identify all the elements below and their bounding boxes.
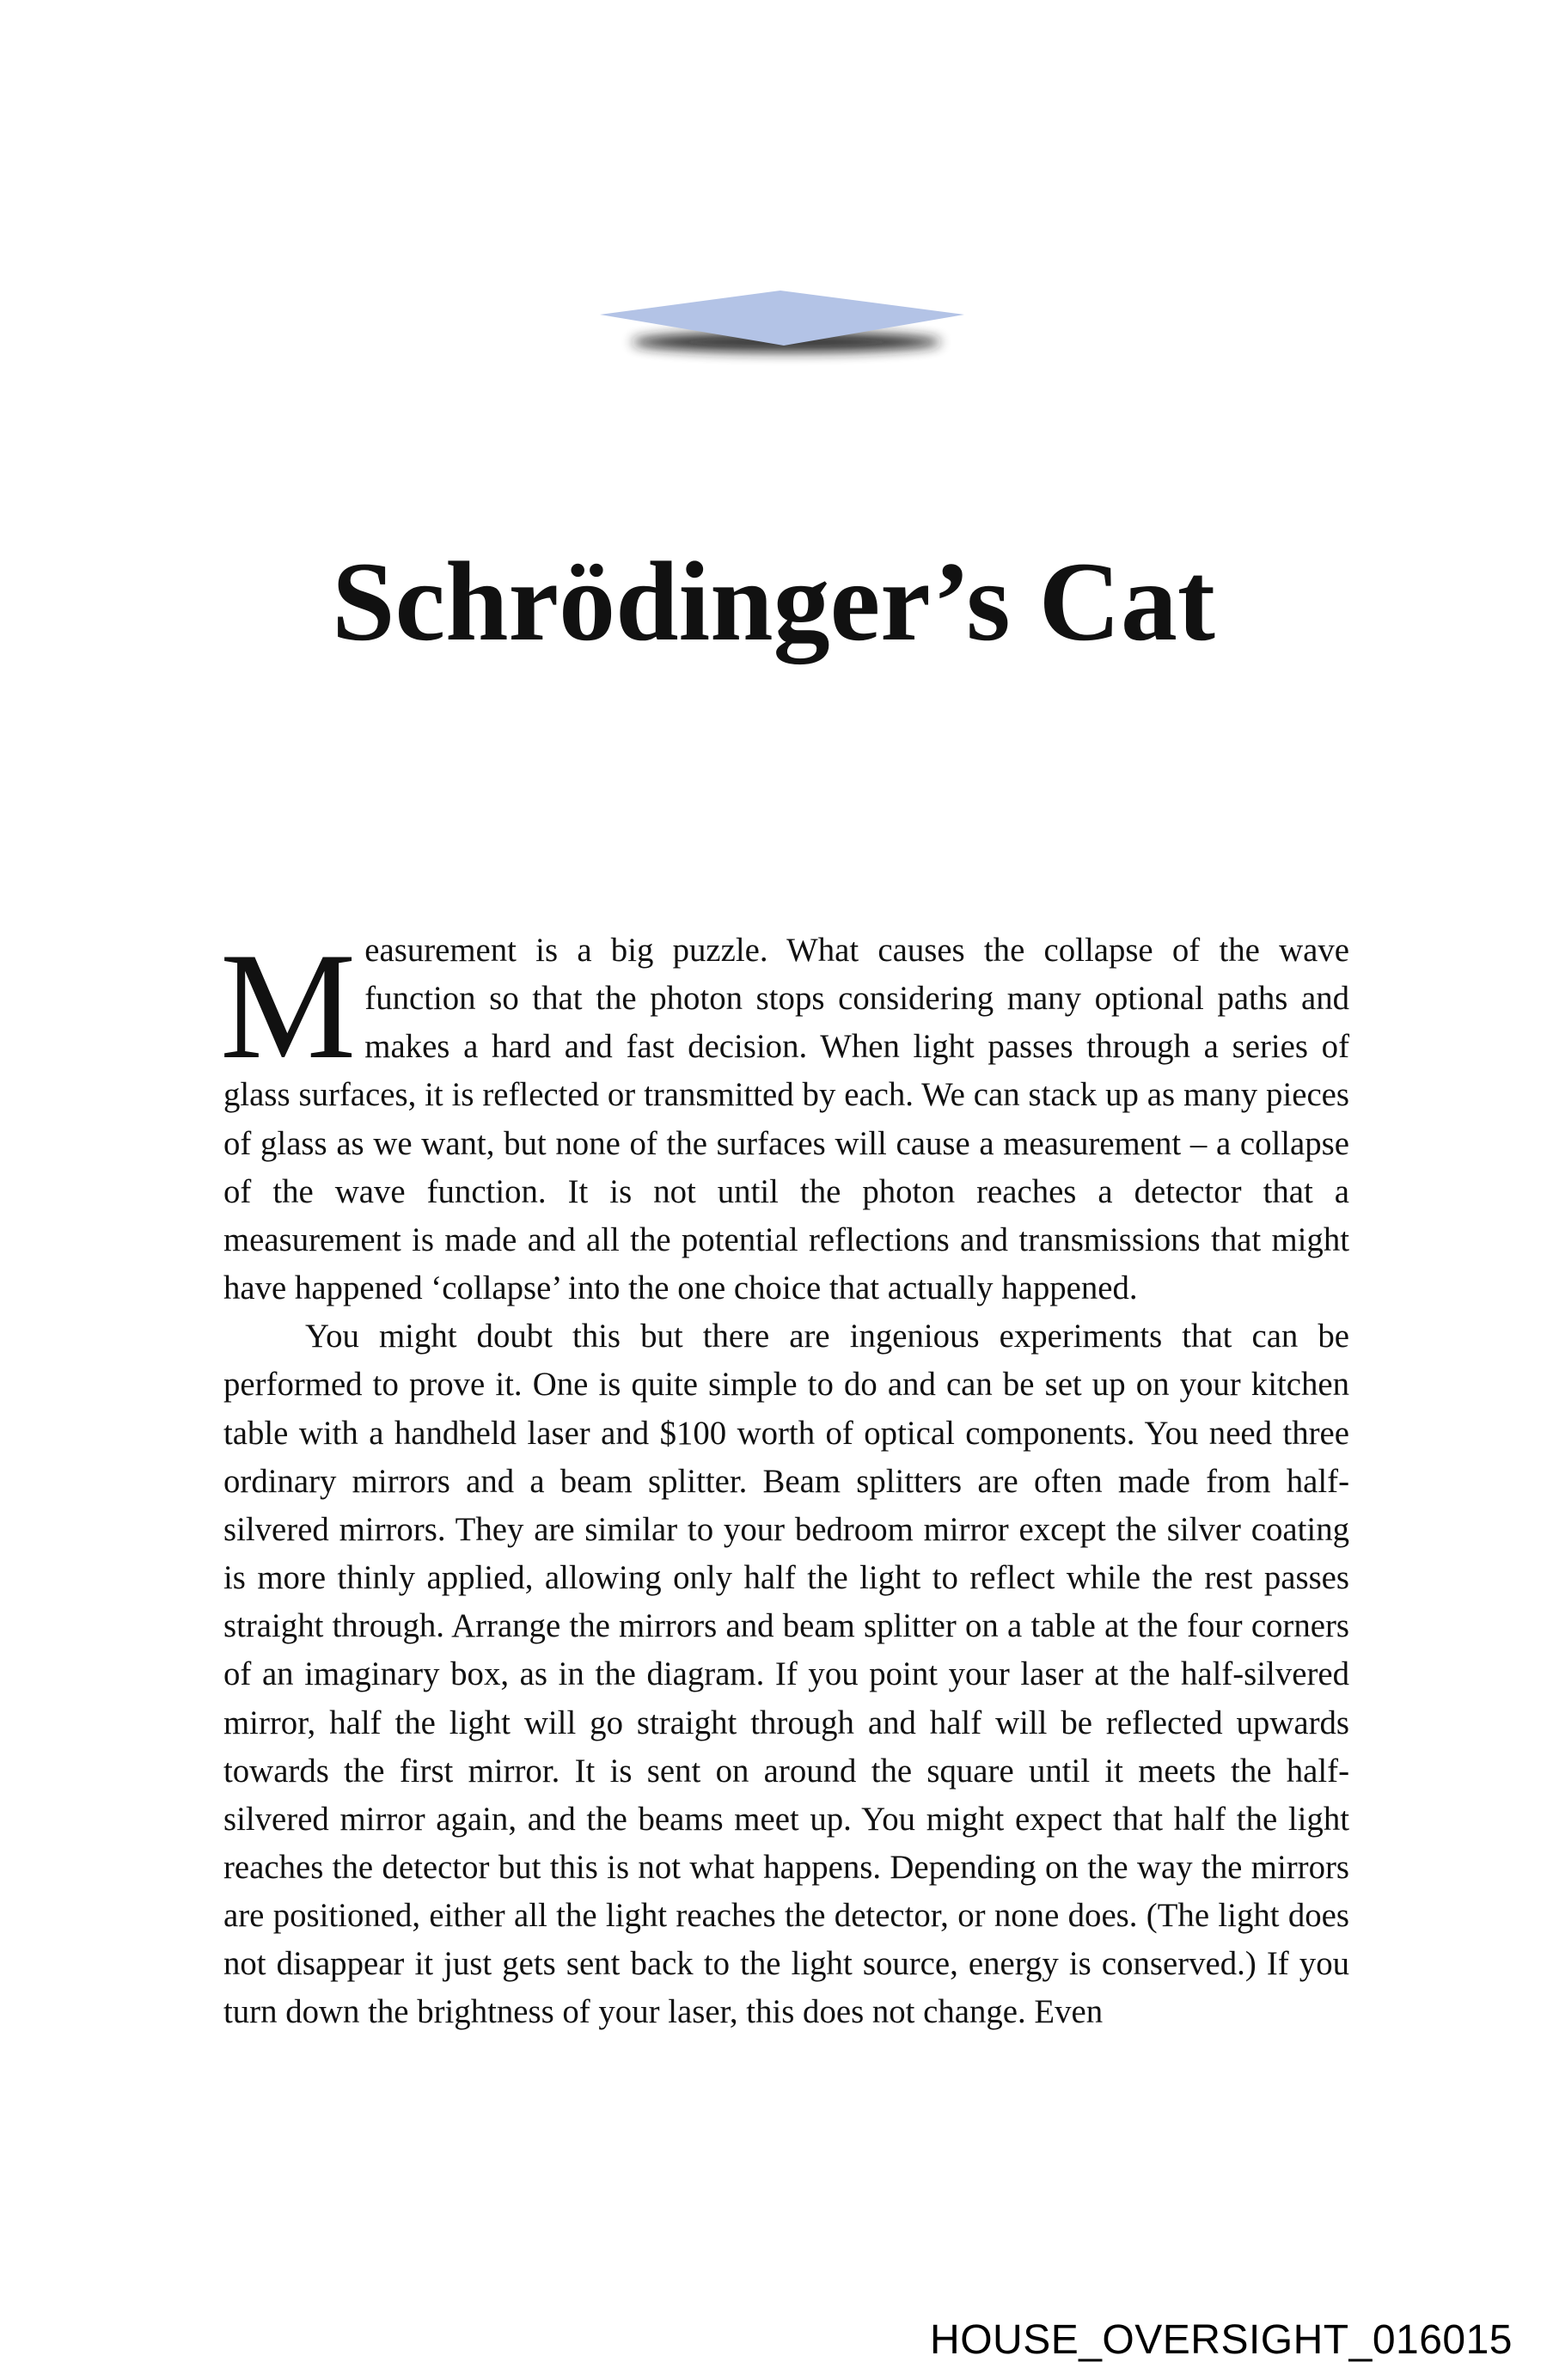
paragraph-2: You might doubt this but there are ingenious experiments that can be performed to prove it. One is quite simple to do and can be set up on your kitchen table with a handheld laser and $100 worth of optical components. You need three ordinary mirrors and a beam splitter. Beam splitters are often made from half-silvered mirrors. They are similar to your bedroom mirror except the silver coating is more thinly applied, allowing only half the light to reflect while the rest passes straight through. Arrange the mirrors and beam splitter on a table at the four corners of an imaginary box, as in the diagram. If you point your laser at the half-silvered mirror, half the light will go straight through and half will be reflected upwards towards the first mirror. It is sent on around the square until it meets the half-silvered mirror again, and the beams meet up. You might expect that half the light reaches the detector but this is not what happens. Depending on the way the mirrors are positioned, either all the light reaches the detector, or none does. (The light does not disappear it just gets sent back to the light source, energy is conserved.) If you turn down the brightness of your laser, this does not change. Even xyxy=(223,1318,1349,2031)
paragraph-1-text: easurement is a big puzzle. What causes the collapse of the wave function so that the photon stops considering many optional paths and makes a hard and fast decision. When light passes through a series of glass surfaces, it is reflected or transmitted by each. We can stack up as many pieces of glass as we want, but none of the surfaces will cause a measurement – a collapse of the wave function. It is not until the photon reaches a detector that a measurement is made and all the potential reflections and transmissions that might have happened ‘collapse’ into the one choice that actually happened. xyxy=(223,932,1349,1307)
chapter-title: Schrödinger’s Cat xyxy=(332,538,1215,664)
bates-number: HOUSE_OVERSIGHT_016015 xyxy=(930,2317,1513,2363)
diamond-ornament-icon xyxy=(593,284,971,387)
drop-cap: M xyxy=(220,921,357,1091)
body-text xyxy=(220,921,1349,2037)
paragraph-1 xyxy=(220,921,1349,1312)
